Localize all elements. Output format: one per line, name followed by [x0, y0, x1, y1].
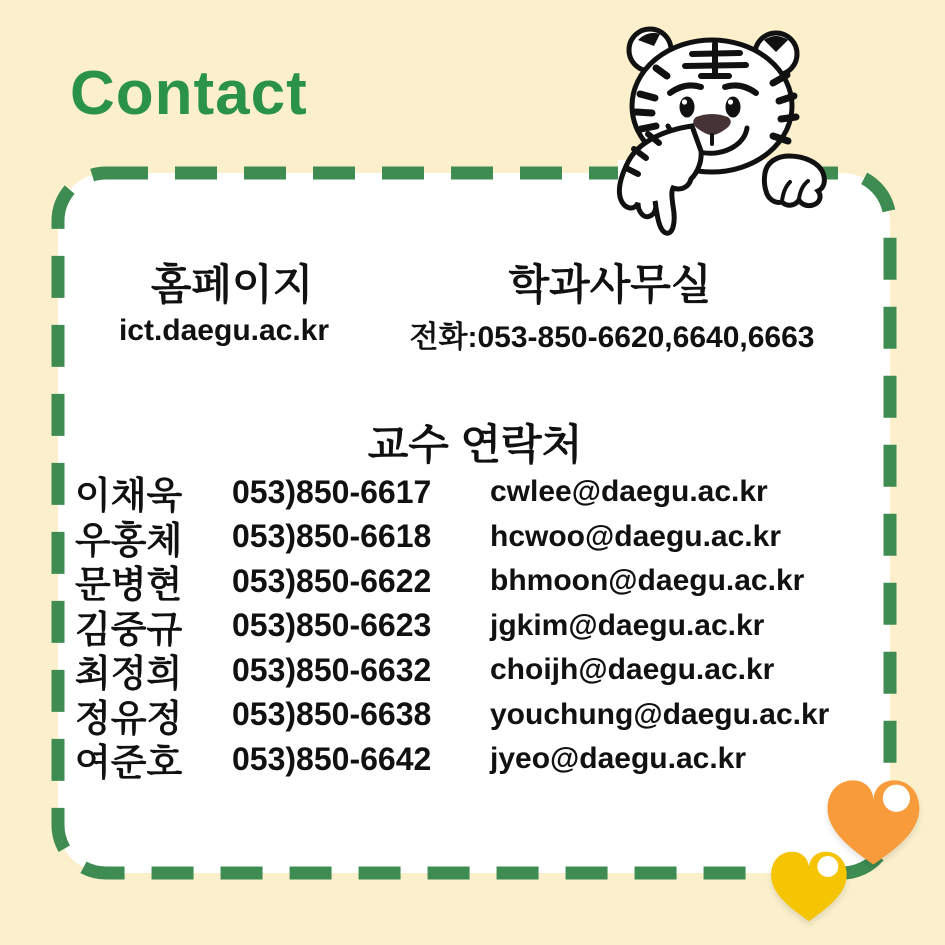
professor-name: 최정희 — [75, 653, 183, 695]
professor-email: youchung@daegu.ac.kr — [490, 697, 830, 731]
professor-name: 여준호 — [75, 742, 183, 784]
professor-email: bhmoon@daegu.ac.kr — [490, 564, 805, 598]
professor-name: 김중규 — [75, 608, 183, 650]
professor-phone: 053)850-6623 — [232, 607, 432, 644]
office-phone: 전화:053-850-6620,6640,6663 — [409, 321, 815, 354]
office-label: 학과사무실 — [508, 261, 712, 308]
heart-icon — [771, 852, 847, 921]
professor-phone: 053)850-6618 — [232, 518, 432, 555]
professor-phone: 053)850-6617 — [232, 473, 432, 510]
professor-name: 문병현 — [75, 564, 183, 606]
table-row — [75, 604, 875, 649]
professor-email: hcwoo@daegu.ac.kr — [490, 519, 781, 553]
professor-phone: 053)850-6632 — [232, 651, 432, 688]
professor-name: 정유정 — [75, 697, 183, 739]
professor-email: jgkim@daegu.ac.kr — [490, 608, 765, 642]
professor-name: 우홍체 — [75, 519, 183, 561]
professor-contact-table — [75, 470, 875, 782]
professor-email: cwlee@daegu.ac.kr — [490, 475, 768, 509]
hearts-decoration — [763, 775, 943, 935]
tiger-mascot-icon — [588, 10, 858, 240]
professor-phone: 053)850-6622 — [232, 562, 432, 599]
professor-phone: 053)850-6642 — [232, 740, 432, 777]
table-row — [75, 648, 875, 693]
professor-email: choijh@daegu.ac.kr — [490, 653, 775, 687]
professor-name: 이채욱 — [75, 475, 183, 517]
page-title: Contact — [70, 59, 308, 128]
homepage-label: 홈페이지 — [150, 261, 314, 308]
table-row — [75, 515, 875, 560]
professors-section-title: 교수 연락처 — [367, 421, 583, 468]
professor-email: jyeo@daegu.ac.kr — [490, 742, 747, 776]
table-row — [75, 737, 875, 782]
professor-phone: 053)850-6638 — [232, 696, 432, 733]
table-row — [75, 693, 875, 738]
homepage-url: ict.daegu.ac.kr — [118, 314, 330, 347]
heart-icon — [828, 780, 920, 864]
table-row — [75, 559, 875, 604]
table-row — [75, 470, 875, 515]
